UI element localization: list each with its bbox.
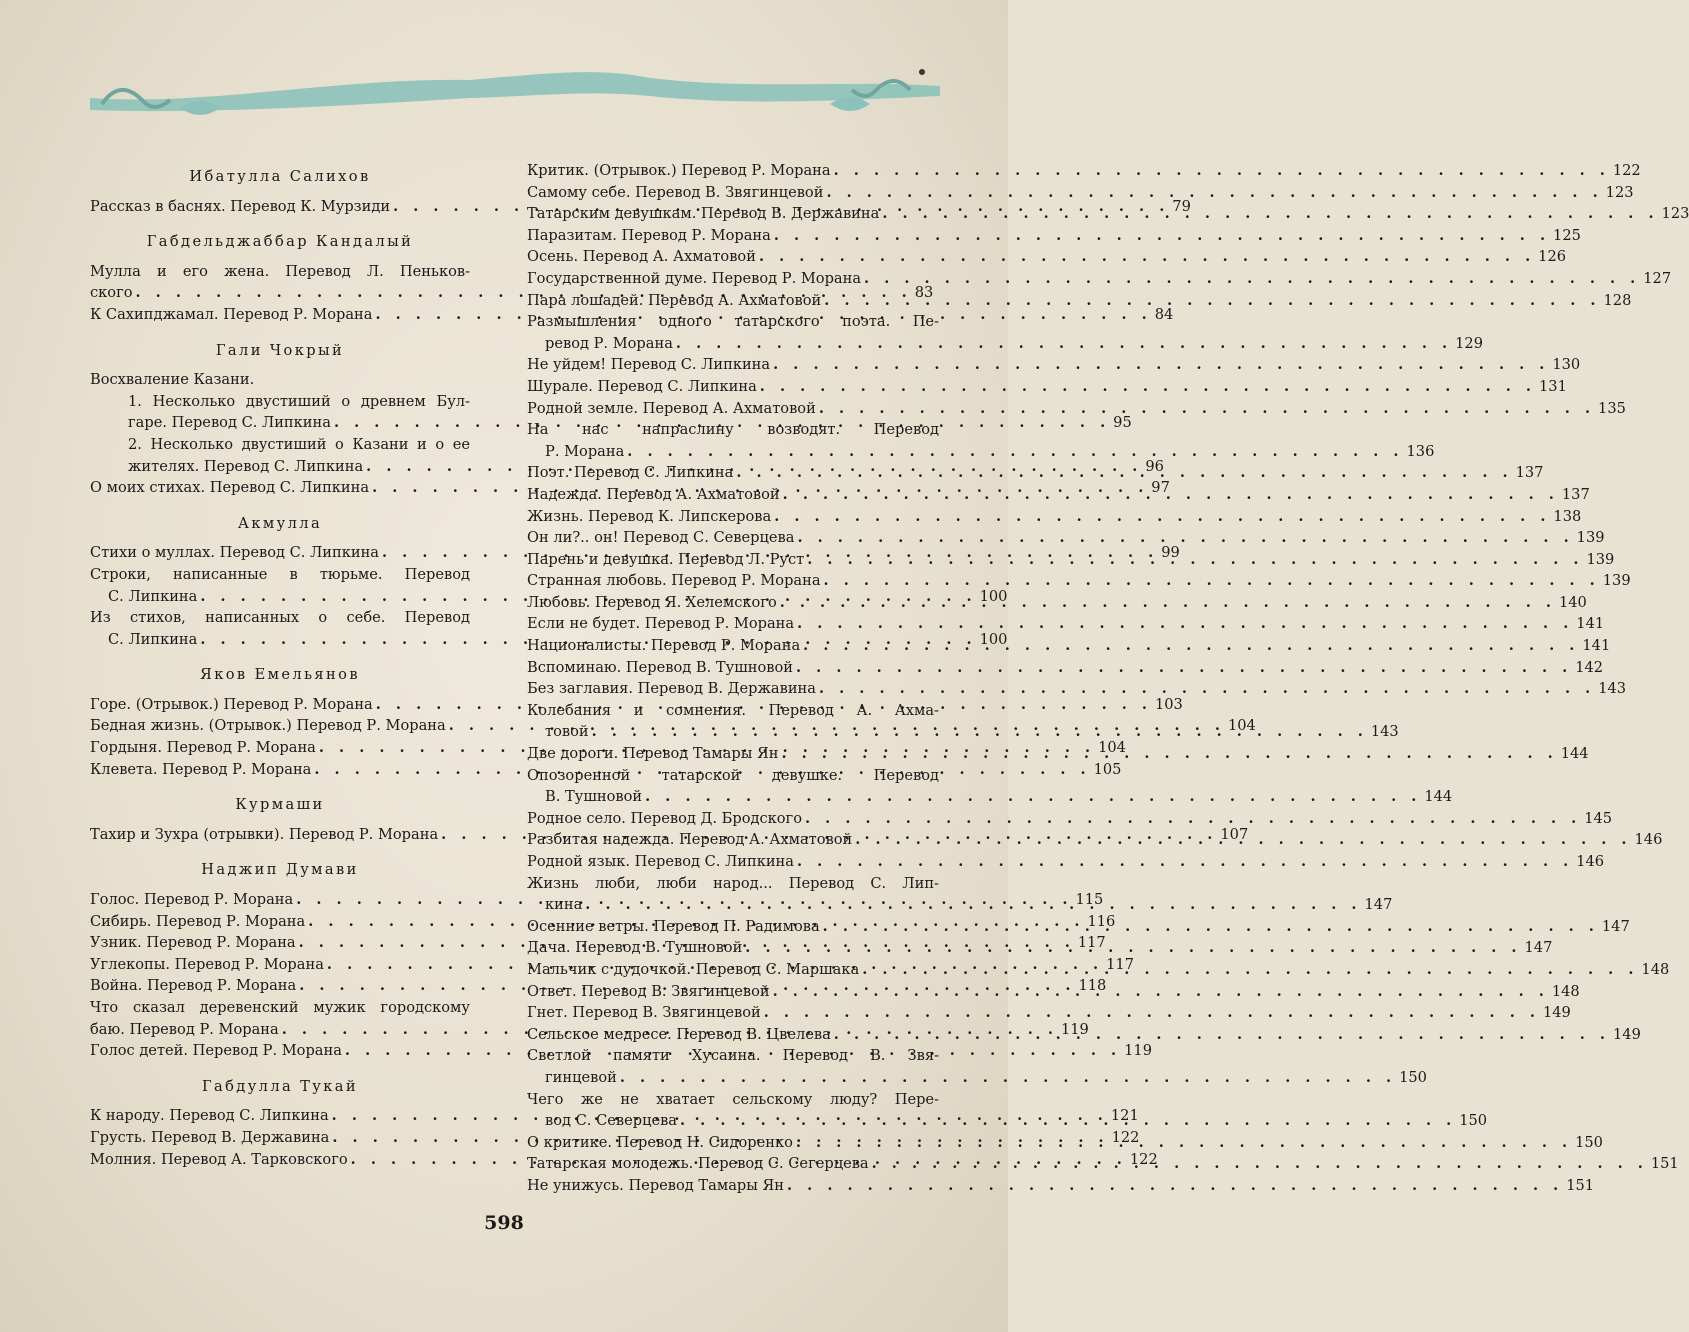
toc-entry[interactable]: Татарским девушкам. Перевод В. Державина . . . 123	[527, 203, 939, 225]
toc-entry[interactable]: Пара лошадей. Перевод А. Ахматовой . . . 128	[527, 290, 939, 312]
page-number: 100	[979, 587, 1008, 605]
page-number: 123	[1605, 183, 1634, 201]
toc-entry[interactable]: Жизнь. Перевод К. Липскерова . . . 138	[527, 506, 939, 528]
page-number: 150	[1459, 1112, 1488, 1130]
toc-entry-line: Опозоренной татарской девушке. Перевод	[527, 766, 939, 784]
author-heading: Габдулла Тукай	[201, 1077, 359, 1095]
dot-leader	[780, 592, 1556, 614]
page-number: 140	[1558, 593, 1587, 611]
toc-entry-line: Из стихов, написанных о себе. Перевод	[90, 609, 470, 627]
toc-entry[interactable]: Тахир и Зухра (отрывки). Перевод Р. Морана . . . 107	[90, 824, 470, 846]
page-number: 146	[1634, 831, 1663, 849]
toc-entry[interactable]: Углекопы. Перевод Р. Морана . . . 117	[90, 954, 470, 976]
page-number: 122	[1111, 1128, 1140, 1146]
toc-entry[interactable]: товой . . . 143	[527, 721, 939, 743]
dot-leader	[882, 203, 1658, 225]
author-heading: Габдельджаббар Кандалый	[146, 233, 414, 251]
toc-entry[interactable]: Без заглавия. Перевод В. Державина . . . 143	[527, 678, 939, 700]
toc-entry[interactable]: Молния. Перевод А. Тарковского . . . 122	[90, 1149, 470, 1171]
toc-entry[interactable]: Голос. Перевод Р. Морана . . . 115	[90, 889, 470, 911]
dot-leader	[585, 894, 1361, 916]
page-number: 139	[1586, 550, 1615, 568]
page-number: 96	[1145, 457, 1164, 475]
toc-entry[interactable]: Рассказ в баснях. Перевод К. Мурзиди . . . 79	[90, 196, 470, 218]
page-number: 107	[1220, 825, 1249, 843]
page-number: 122	[1612, 162, 1641, 179]
author-heading: Акмулла	[237, 514, 323, 532]
toc-entry[interactable]: О моих стихах. Перевод С. Липкина . . . 97	[90, 477, 470, 499]
page-number: 125	[1553, 226, 1581, 244]
page-number: 144	[1424, 788, 1453, 806]
dot-leader	[797, 613, 1573, 635]
toc-entry-line: Колебания и сомнения. Перевод А. Ахма-	[527, 701, 939, 719]
page-number: 137	[1515, 464, 1544, 482]
toc-entry[interactable]: Горе. (Отрывок.) Перевод Р. Морана . . . 103	[90, 694, 470, 716]
page-number: 149	[1613, 1025, 1641, 1043]
dot-leader	[819, 678, 1595, 700]
dot-leader	[805, 808, 1581, 830]
page-number: 118	[1078, 977, 1107, 995]
page-number: 79	[1172, 197, 1191, 215]
page-number: 151	[1650, 1155, 1679, 1173]
toc-entry[interactable]: Дача. Перевод В. Тушновой . . . 147	[527, 937, 939, 959]
toc-entry[interactable]: Если не будет. Перевод Р. Морана . . . 141	[527, 613, 939, 635]
dot-leader	[797, 851, 1573, 873]
author-heading: Курмаши	[235, 796, 325, 814]
page-number: 141	[1576, 615, 1605, 633]
page-number: 139	[1576, 529, 1605, 547]
dot-leader	[862, 959, 1638, 981]
page-number: 141	[1582, 637, 1611, 655]
page-number: 142	[1575, 658, 1604, 676]
toc-entry[interactable]: баю. Перевод Р. Морана . . . 119	[90, 1019, 470, 1041]
toc-entry-line: 1. Несколько двустиший о древнем Бул-	[128, 392, 470, 410]
dot-leader	[759, 246, 1535, 268]
toc-entry[interactable]: Татарская молодежь. Перевод С. Сегерцева . . . 151	[527, 1153, 939, 1175]
toc-entry[interactable]: Странная любовь. Перевод Р. Морана . . . 139	[527, 570, 939, 592]
toc-entry[interactable]: Националисты. Перевод Р. Морана . . . 141	[527, 635, 939, 657]
toc-entry[interactable]: Война. Перевод Р. Морана . . . 118	[90, 975, 470, 997]
dot-leader	[826, 182, 1602, 204]
toc-entry[interactable]: Шурале. Перевод С. Липкина . . . 131	[527, 376, 939, 398]
dot-leader	[680, 1110, 1456, 1132]
dot-leader	[834, 1024, 1610, 1046]
page-number: 150	[1575, 1133, 1603, 1151]
page-number: 127	[1643, 269, 1672, 287]
page-number: 104	[1227, 717, 1256, 735]
toc-entry[interactable]: Он ли?.. он! Перевод С. Северцева . . . 139	[527, 527, 939, 549]
toc-entry[interactable]: Клевета. Перевод Р. Морана . . . 105	[90, 759, 470, 781]
page-number: 136	[1406, 442, 1435, 460]
page-number: 99	[1161, 544, 1180, 562]
dot-leader	[774, 506, 1550, 528]
page-number: 150	[1399, 1068, 1427, 1086]
toc-entry-line: Размышления одного татарского поэта. Пе-	[527, 313, 939, 331]
dot-leader	[736, 462, 1512, 484]
page-number: 145	[1584, 809, 1613, 827]
toc-entry[interactable]: В. Тушновой . . . 144	[527, 786, 939, 808]
page-number: 149	[1542, 1004, 1571, 1022]
dot-leader	[824, 570, 1600, 592]
page-number: 144	[1560, 745, 1589, 763]
dot-leader	[834, 160, 1610, 182]
page-number: 138	[1553, 507, 1582, 525]
toc-entry[interactable]: Голос детей. Перевод Р. Морана . . . 119	[90, 1040, 470, 1062]
toc-entry[interactable]: гаре. Перевод С. Липкина . . . 95	[90, 412, 470, 434]
toc-entry-line: Чего же не хватает сельскому люду? Пере-	[527, 1090, 939, 1108]
toc-entry[interactable]: К Сахипджамал. Перевод Р. Морана . . . 84	[90, 304, 470, 326]
dot-leader	[864, 268, 1640, 290]
toc-entry[interactable]: С. Липкина . . . 100	[90, 586, 470, 608]
page-number: 143	[1370, 723, 1399, 741]
toc-entry-line: Жизнь люби, люби народ... Перевод С. Лип-	[527, 874, 939, 892]
dot-leader	[620, 1067, 1396, 1089]
toc-entry[interactable]: Не унижусь. Перевод Тамары Ян . . . 151	[527, 1175, 939, 1197]
toc-entry[interactable]: Ответ. Перевод В. Звягинцевой . . . 148	[527, 981, 939, 1003]
dot-leader	[807, 549, 1583, 571]
toc-entry[interactable]: Государственной думе. Перевод Р. Морана . . . 127	[527, 268, 939, 290]
toc-entry[interactable]: Самому себе. Перевод В. Звягинцевой . . . 123	[527, 182, 939, 204]
toc-entry[interactable]: Вспоминаю. Перевод В. Тушновой . . . 142	[527, 657, 939, 679]
toc-entry[interactable]: О критике. Перевод Н. Сидоренко . . . 150	[527, 1132, 939, 1154]
page-number: 104	[1098, 739, 1126, 757]
dot-leader	[773, 981, 1549, 1003]
page-number: 135	[1598, 399, 1626, 417]
page-number: 97	[1151, 479, 1170, 497]
dot-leader	[781, 743, 1557, 765]
page-number: 146	[1576, 853, 1605, 870]
toc-entry[interactable]: Две дороги. Перевод Тамары Ян . . . 144	[527, 743, 939, 765]
page-number: 147	[1601, 917, 1630, 935]
dot-leader	[773, 354, 1549, 376]
page-number: 148	[1551, 982, 1580, 1000]
page-number: 128	[1603, 291, 1632, 309]
page-number: 121	[1110, 1107, 1139, 1125]
page-number: 122	[1129, 1150, 1158, 1168]
dot-leader	[645, 786, 1421, 808]
page-number: 147	[1364, 896, 1393, 914]
dot-leader	[783, 484, 1559, 506]
toc-entry[interactable]: Р. Морана . . . 136	[527, 441, 939, 463]
dot-leader	[823, 916, 1599, 938]
toc-entry[interactable]: Осенние ветры. Перевод П. Радимова . . . 147	[527, 916, 939, 938]
toc-entry[interactable]: гинцевой . . . 150	[527, 1067, 939, 1089]
page-number: 116	[1087, 912, 1116, 930]
toc-entry-line: На нас напраслину возводят. Перевод	[527, 421, 939, 439]
toc-entry[interactable]: Мальчик с дудочкой. Перевод С. Маршака . . . 148	[527, 959, 939, 981]
dot-leader	[819, 398, 1595, 420]
toc-entry[interactable]: Парень и девушка. Перевод Л. Руст . . . 139	[527, 549, 939, 571]
toc-entry[interactable]: Сельское медресе. Перевод В. Цвелева . . . 149	[527, 1024, 939, 1046]
toc-entry[interactable]: Разбитая надежда. Перевод А. Ахматовой . . . 146	[527, 829, 939, 851]
toc-entry[interactable]: Поэт. Перевод С. Липкина . . . 137	[527, 462, 939, 484]
page-number: 83	[914, 284, 934, 302]
page-number: 119	[1124, 1042, 1152, 1060]
page-number: 139	[1602, 572, 1631, 590]
toc-entry[interactable]: К народу. Перевод С. Липкина . . . 121	[90, 1105, 470, 1127]
dot-leader	[872, 1153, 1648, 1175]
toc-entry[interactable]: С. Липкина . . . 100	[90, 629, 470, 651]
toc-entry[interactable]: Родное село. Перевод Д. Бродского . . . 145	[527, 808, 939, 830]
toc-entry[interactable]: Паразитам. Перевод Р. Морана . . . 125	[527, 225, 939, 247]
dot-leader	[787, 1175, 1563, 1197]
page-number: 137	[1561, 485, 1590, 503]
dot-leader	[797, 527, 1573, 549]
page-number: 117	[1077, 934, 1106, 952]
toc-entry[interactable]: Не уйдем! Перевод С. Липкина . . . 130	[527, 354, 939, 376]
page-number: 119	[1060, 1020, 1089, 1038]
toc-entry[interactable]: Надежда. Перевод А. Ахматовой . . . 137	[527, 484, 939, 506]
page-number: 143	[1598, 680, 1627, 698]
page-number: 100	[979, 630, 1008, 648]
toc-entry[interactable]: Гнет. Перевод В. Звягинцевой . . . 149	[527, 1002, 939, 1024]
page-number: 131	[1539, 377, 1567, 395]
page-number: 130	[1552, 356, 1581, 374]
page-number: 115	[1075, 891, 1104, 909]
toc-entry-line: 2. Несколько двустиший о Казани и о ее	[128, 435, 470, 453]
page-number: 148	[1641, 960, 1670, 978]
dot-leader	[803, 635, 1579, 657]
dot-leader	[676, 333, 1452, 355]
dot-leader	[745, 937, 1521, 959]
toc-entry[interactable]: Грусть. Перевод В. Державина . . . 122	[90, 1127, 470, 1149]
dot-leader	[796, 657, 1572, 679]
dot-leader	[824, 290, 1600, 312]
toc-entry[interactable]: Критик. (Отрывок.) Перевод Р. Морана . . . 122	[527, 160, 939, 182]
toc-entry[interactable]: Узник. Перевод Р. Морана . . . 117	[90, 932, 470, 954]
page-folio: 598	[484, 1212, 524, 1234]
dot-leader	[627, 441, 1403, 463]
page-number: 103	[1154, 695, 1183, 713]
page-number: 151	[1566, 1176, 1595, 1194]
dot-leader	[592, 721, 1368, 743]
dot-leader	[855, 829, 1631, 851]
toc-entry[interactable]: Осень. Перевод А. Ахматовой . . . 126	[527, 246, 939, 268]
author-heading: Ибатулла Салихов	[189, 168, 371, 185]
dot-leader	[774, 225, 1550, 247]
page-number: 129	[1455, 334, 1483, 352]
toc-entry[interactable]: ревод Р. Морана . . . 129	[527, 333, 939, 355]
page-number: 147	[1524, 939, 1553, 957]
page-number: 123	[1661, 205, 1689, 223]
decorative-header-ornament	[90, 66, 940, 136]
author-heading: Наджип Думави	[201, 861, 359, 879]
dot-leader	[764, 1002, 1540, 1024]
page-number: 126	[1538, 248, 1567, 266]
toc-entry[interactable]: Стихи о муллах. Перевод С. Липкина . . . 99	[90, 542, 470, 564]
toc-entry[interactable]: Сибирь. Перевод Р. Морана . . . 116	[90, 911, 470, 933]
toc-entry[interactable]: ского . . . 83	[90, 282, 470, 304]
section-heading: Восхваление Казани.	[90, 371, 255, 389]
dot-leader	[796, 1132, 1572, 1154]
author-heading: Яков Емельянов	[200, 666, 360, 684]
toc-entry[interactable]: Родной земле. Перевод А. Ахматовой . . . 135	[527, 398, 939, 420]
toc-entry-line: Строки, написанные в тюрьме. Перевод	[90, 565, 470, 583]
dot-leader	[760, 376, 1536, 398]
toc-entry[interactable]: Любовь. Перевод Я. Хелемского . . . 140	[527, 592, 939, 614]
toc-entry[interactable]: кина . . . 147	[527, 894, 939, 916]
toc-entry[interactable]: Гордыня. Перевод Р. Морана . . . 104	[90, 737, 470, 759]
toc-entry[interactable]: вод С. Северцева . . . 150	[527, 1110, 939, 1132]
toc-entry-line: Мулла и его жена. Перевод Л. Пеньков-	[90, 262, 470, 280]
toc-entry[interactable]: Бедная жизнь. (Отрывок.) Перевод Р. Морана . . . 104	[90, 715, 470, 737]
toc-entry[interactable]: Родной язык. Перевод С. Липкина . . . 146	[527, 851, 939, 873]
toc-entry-line: Что сказал деревенский мужик городскому	[90, 999, 470, 1016]
toc-entry[interactable]: жителях. Перевод С. Липкина . . . 96	[90, 456, 470, 478]
page-number: 84	[1154, 305, 1174, 323]
page-number: 95	[1113, 414, 1132, 432]
toc-entry-line: Светлой памяти Хусаина. Перевод В. Звя-	[527, 1047, 939, 1065]
page-number: 105	[1093, 760, 1122, 778]
page-number: 117	[1106, 955, 1134, 973]
author-heading: Гали Чокрый	[215, 341, 345, 359]
